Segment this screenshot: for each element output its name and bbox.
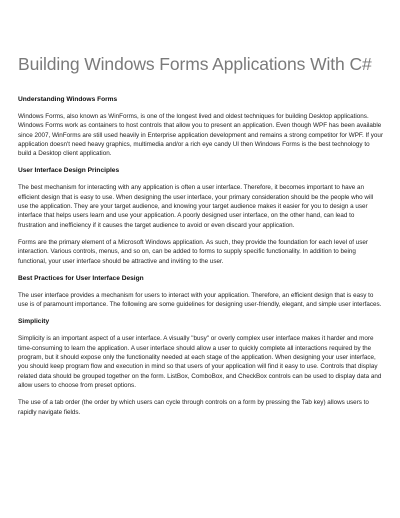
document-page bbox=[18, 54, 384, 417]
section-heading-understanding-windows-forms: Understanding Windows Forms bbox=[18, 96, 118, 103]
paragraph-understanding-windows-forms: Windows Forms, also known as WinForms, is one of the longest lived and oldest techniques for building Desktop applications. Windows Forms work as containers to host controls that allow you to present an application. Even though WPF has been available since 2007, WinForms are still used heavily in Enterprise application development and remains a strong competitor for WPF. If your application doesn't need heavy graphics, multimedia and/or a rich eye candy UI then Windows Forms is the best technology to build a Desktop client application. bbox=[18, 113, 384, 158]
paragraph-best-practices: The user interface provides a mechanism for users to interact with your application. Therefore, an efficient design that is easy to use is of paramount importance. The following are some guidelines for designing user-friendly, elegant, and simple user interfaces. bbox=[18, 291, 382, 309]
section-heading-simplicity: Simplicity bbox=[18, 318, 50, 326]
paragraph-simplicity-2: The use of a tab order (the order by which users can cycle through controls on a form by pressing the Tab key) allows users to rapidly navigate fields. bbox=[18, 399, 369, 416]
paragraph-ui-design-principles-1: The best mechanism for interacting with any application is often a user interface. Therefore, it becomes important to have an efficient design that is easy to use. When designing the user interface, your primary consideration should be the people who will use the application. They are your target audience, and knowing your target audience makes it easier for you to design a user interface that helps users learn and use your application. A poorly designed user interface, on the other hand, can lead to frustration and inefficiency if it causes the target audience to avoid or even discard your application. bbox=[18, 184, 374, 229]
document-title: Building Windows Forms Applications With C# bbox=[18, 54, 372, 74]
paragraph-simplicity-1: Simplicity is an important aspect of a user interface. A visually "busy" or overly complex user interface makes it harder and more time-consuming to learn the application. A user interface should allow a user to quickly complete all interactions required by the program, but it should expose only the functionality needed at each stage of the application. When designing your user interface, you should keep program flow and execution in mind so that users of your application will find it easy to use. Controls that display related data should be grouped together on the form. ListBox, ComboBox, and CheckBox controls can be used to display data and allow users to choose from preset options. bbox=[18, 335, 382, 389]
section-heading-ui-design-principles: User Interface Design Principles bbox=[18, 167, 120, 175]
paragraph-ui-design-principles-2: Forms are the primary element of a Microsoft Windows application. As such, they provide the foundation for each level of user interaction. Various controls, menus, and so on, can be added to forms to supply specific functionality. In addition to being functional, your user interface should be attractive and inviting to the user. bbox=[18, 238, 368, 265]
section-heading-best-practices: Best Practices for User Interface Design bbox=[18, 274, 144, 282]
